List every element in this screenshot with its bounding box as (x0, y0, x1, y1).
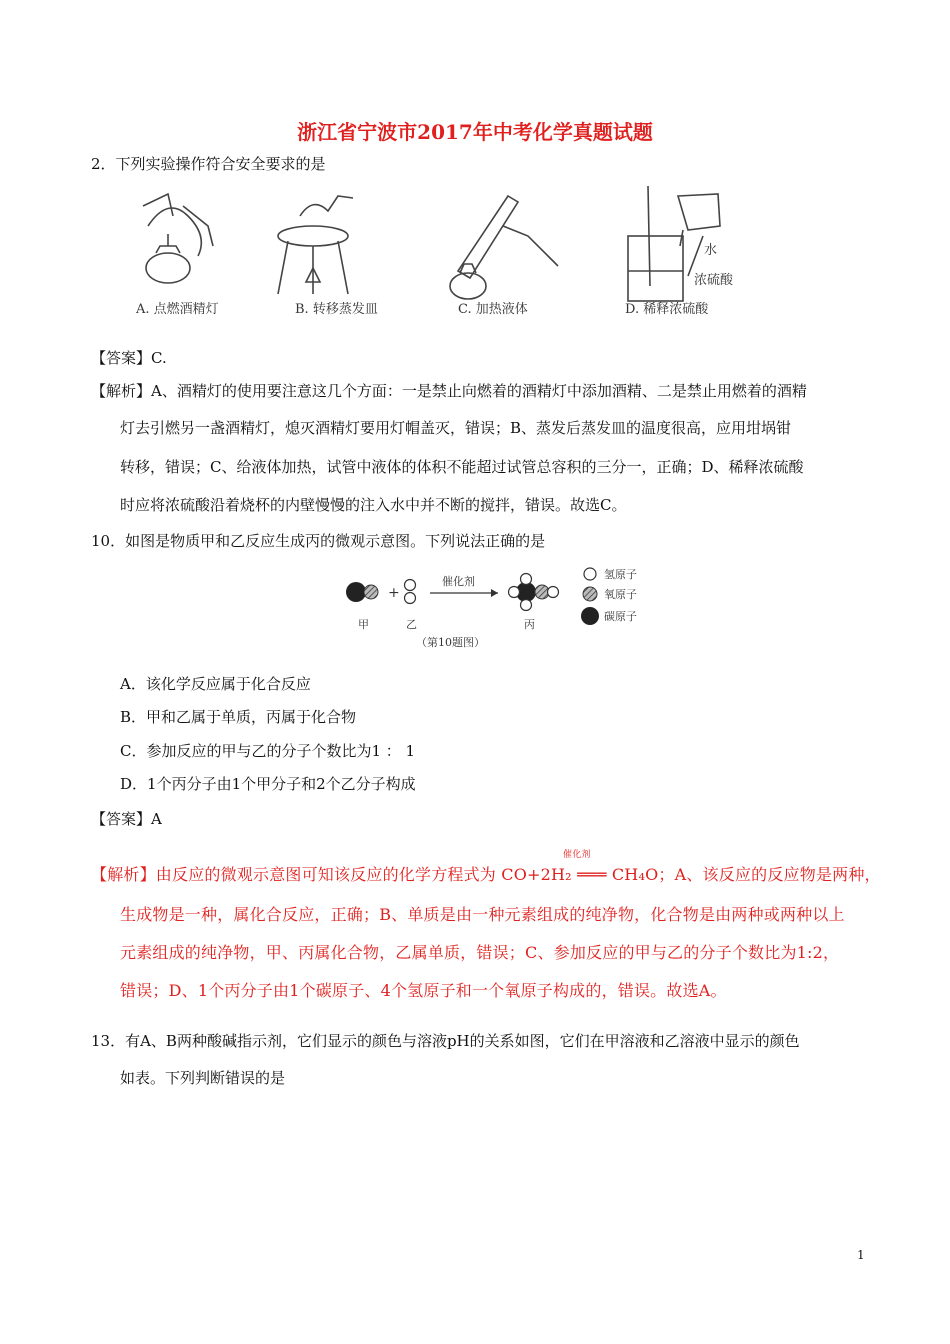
q10-option-c: C．参加反应的甲与乙的分子个数比为1 ： 1 (120, 742, 416, 760)
label-jia: 甲 (358, 618, 369, 631)
test-tube-heating-illustration (450, 196, 558, 299)
page-title: 浙江省宁波市2017年中考化学真题试题 (297, 120, 653, 144)
q10-analysis-line-4: 错误；D、1个丙分子由1个碳原子、4个氢原子和一个氧原子构成的，错误。故选A。 (120, 981, 727, 1000)
fig-caption-a: A. 点燃酒精灯 (136, 302, 219, 317)
legend-oxygen: 氧原子 (604, 588, 637, 601)
fig-caption-b: B. 转移蒸发皿 (295, 302, 378, 317)
q2-analysis-line-1: 【解析】A、酒精灯的使用要注意这几个方面：一是禁止向燃着的酒精灯中添加酒精、二是禁止用燃着的酒精 (91, 382, 807, 400)
fig-label-water: 水 (704, 243, 718, 258)
fig-caption-c: C. 加热液体 (458, 302, 528, 317)
label-yi: 乙 (406, 618, 417, 631)
legend-carbon: 碳原子 (604, 610, 637, 623)
q10-stem: 10．如图是物质甲和乙反应生成丙的微观示意图。下列说法正确的是 (91, 532, 546, 550)
catalyst-label: 催化剂 (442, 575, 475, 588)
q10-option-a: A．该化学反应属于化合反应 (120, 675, 311, 693)
q2-stem: 2．下列实验操作符合安全要求的是 (91, 155, 326, 173)
q2-analysis-line-2: 灯去引燃另一盏酒精灯，熄灭酒精灯要用灯帽盖灭，错误；B、蒸发后蒸发皿的温度很高，应用坩埚钳 (120, 419, 792, 437)
fig-label-acid: 浓硫酸 (694, 273, 734, 288)
q10-option-d: D．1个丙分子由1个甲分子和2个乙分子构成 (120, 775, 416, 793)
evaporating-dish-illustration (278, 196, 353, 294)
q10-analysis-line-3: 元素组成的纯净物，甲、丙属化合物，乙属单质，错误；C、参加反应的甲与乙的分子个数比为1:2， (120, 943, 840, 962)
legend-hydrogen: 氢原子 (604, 568, 637, 581)
q10-answer: 【答案】A (91, 810, 162, 828)
q13-stem-line-1: 13．有A、B两种酸碱指示剂，它们显示的颜色与溶液pH的关系如图，它们在甲溶液和乙溶液中显示的颜色 (91, 1032, 800, 1050)
page-number: 1 (857, 1248, 865, 1262)
alcohol-lamp-ignition-illustration (143, 194, 213, 283)
q10-analysis-line-1: 【解析】由反应的微观示意图可知该反应的化学方程式为 CO+2H₂ ═══ CH₄O；A、该反应的反应物是两种， (91, 865, 881, 884)
q2-figure (128, 186, 735, 324)
q10-equation-catalyst: 催化剂 (563, 850, 591, 860)
legend (581, 567, 637, 625)
figure-caption: （第10题图） (416, 636, 485, 649)
svg-text:+: + (388, 585, 400, 601)
q2-answer: 【答案】C. (91, 349, 167, 367)
molecule-bing (509, 574, 559, 611)
q10-analysis-line-2: 生成物是一种，属化合反应，正确；B、单质是由一种元素组成的纯净物，化合物是由两种或两种以上 (120, 905, 845, 924)
q10-figure (338, 560, 660, 652)
molecule-yi (405, 580, 416, 604)
fig-caption-d: D. 稀释浓硫酸 (625, 302, 709, 317)
molecule-jia (346, 582, 378, 602)
label-bing: 丙 (524, 618, 535, 631)
q10-option-b: B．甲和乙属于单质，丙属于化合物 (120, 708, 357, 726)
q2-analysis-line-3: 转移，错误；C、给液体加热，试管中液体的体积不能超过试管总容积的三分一，正确；D、稀释浓硫酸 (120, 458, 804, 476)
q13-stem-line-2: 如表。下列判断错误的是 (120, 1069, 286, 1087)
q2-analysis-line-4: 时应将浓硫酸沿着烧杯的内壁慢慢的注入水中并不断的搅拌，错误。故选C。 (120, 496, 627, 514)
